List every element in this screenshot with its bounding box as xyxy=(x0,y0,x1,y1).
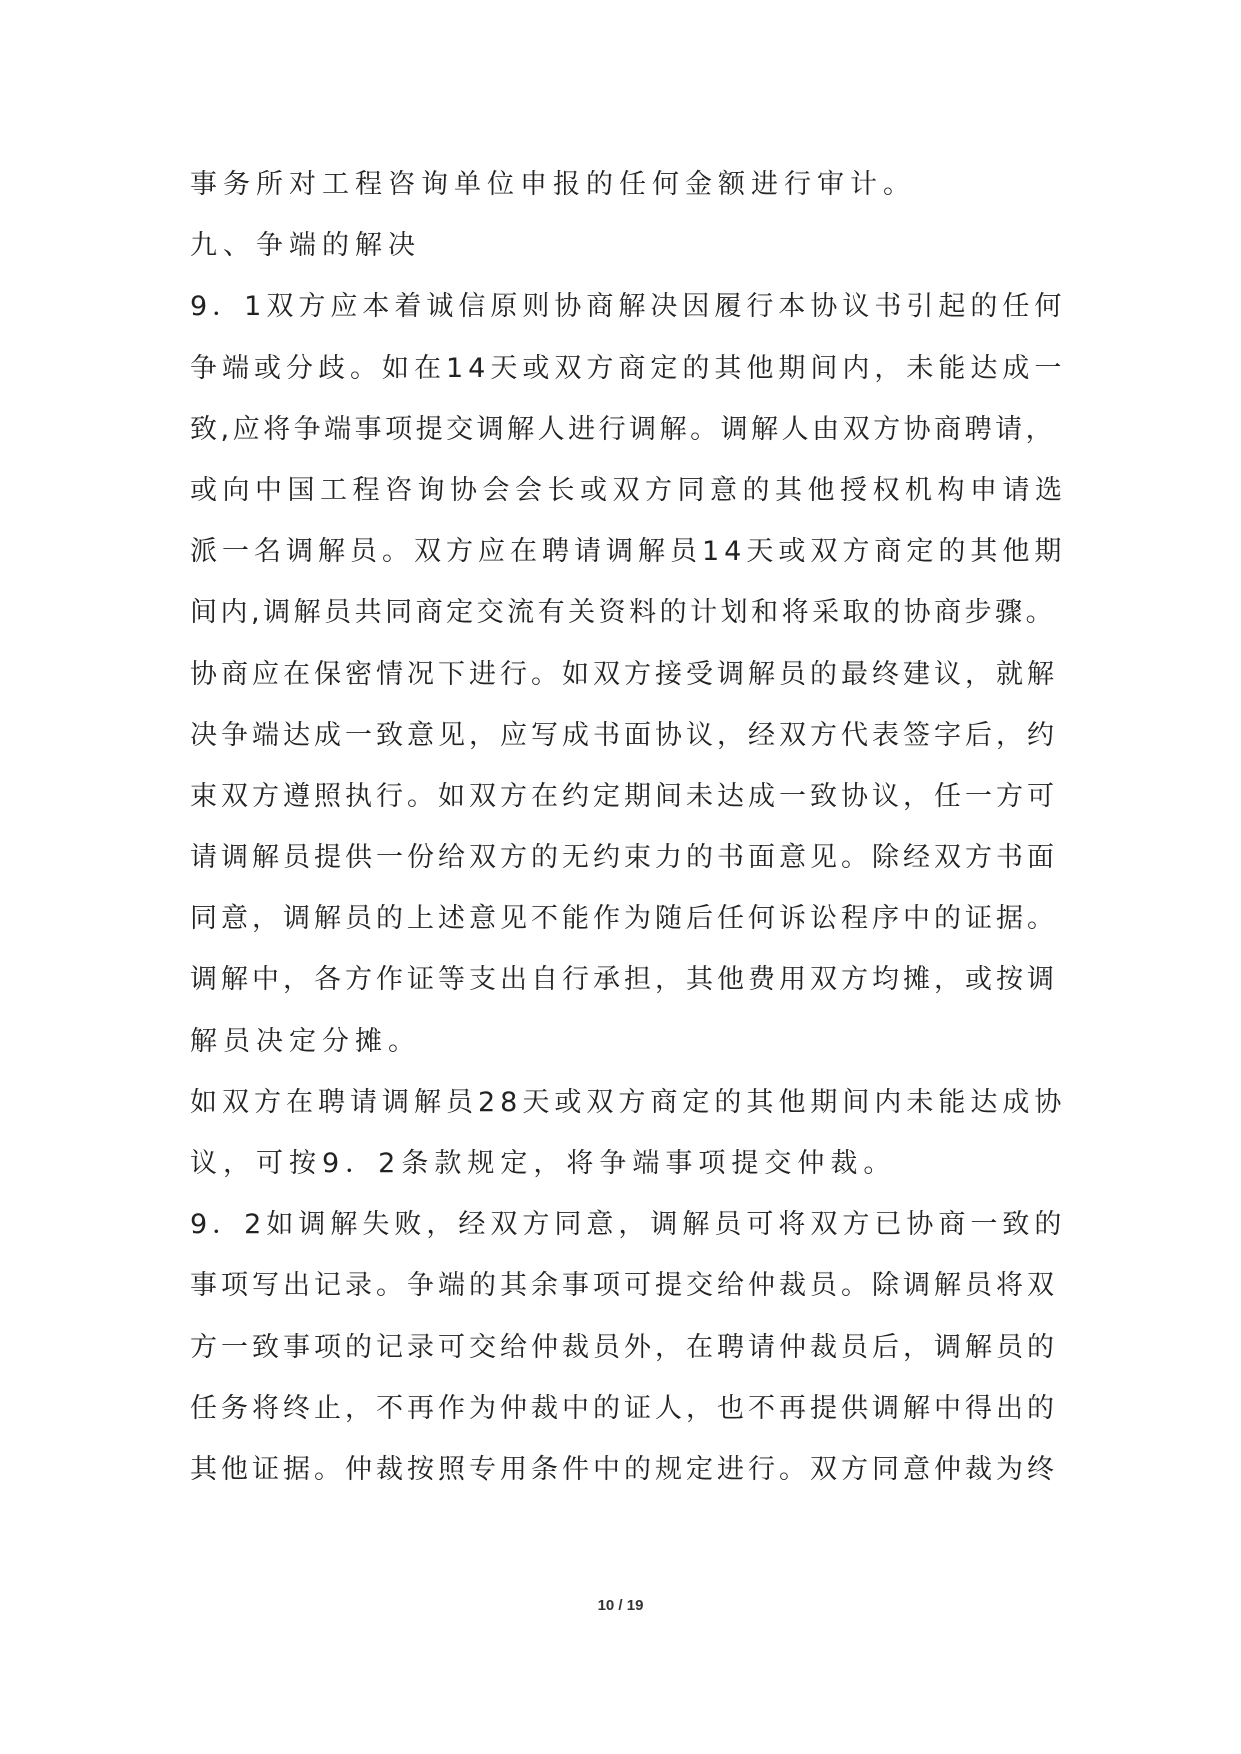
text-line: 9．1双方应本着诚信原则协商解决因履行本协议书引起的任何 xyxy=(190,291,1067,323)
text-line: 束双方遵照执行。如双方在约定期间未达成一致协议，任一方可 xyxy=(190,780,1058,812)
text-line: 调解中，各方作证等支出自行承担，其他费用双方均摊，或按调 xyxy=(190,964,1058,996)
text-line: 致,应将争端事项提交调解人进行调解。调解人由双方协商聘请， xyxy=(190,413,1057,445)
text-line: 同意，调解员的上述意见不能作为随后任何诉讼程序中的证据。 xyxy=(190,903,1058,935)
text-line: 间内,调解员共同商定交流有关资料的计划和将采取的协商步骤。 xyxy=(190,597,1057,629)
text-line: 事项写出记录。争端的其余事项可提交给仲裁员。除调解员将双 xyxy=(190,1270,1058,1302)
text-line: 如双方在聘请调解员28天或双方商定的其他期间内未能达成协 xyxy=(190,1086,1067,1118)
text-line: 决争端达成一致意见，应写成书面协议，经双方代表签字后，约 xyxy=(190,719,1058,751)
text-line: 事务所对工程咨询单位申报的任何金额进行审计。 xyxy=(190,169,916,200)
text-line: 协商应在保密情况下进行。如双方接受调解员的最终建议，就解 xyxy=(190,658,1058,690)
page-number: 10 / 19 xyxy=(597,1597,644,1614)
text-line: 或向中国工程咨询协会会长或双方同意的其他授权机构申请选 xyxy=(190,474,1068,506)
document-body xyxy=(190,154,1070,1500)
text-line: 派一名调解员。双方应在聘请调解员14天或双方商定的其他期 xyxy=(190,536,1067,568)
text-line: 争端或分歧。如在14天或双方商定的其他期间内，未能达成一 xyxy=(190,352,1067,384)
text-line: 请调解员提供一份给双方的无约束力的书面意见。除经双方书面 xyxy=(190,842,1058,874)
text-line: 议，可按9．2条款规定，将争端事项提交仲裁。 xyxy=(190,1148,897,1179)
section-heading: 九、争端的解决 xyxy=(190,230,421,262)
text-line: 其他证据。仲裁按照专用条件中的规定进行。双方同意仲裁为终 xyxy=(190,1453,1058,1485)
text-line: 9．2如调解失败，经双方同意，调解员可将双方已协商一致的 xyxy=(190,1209,1067,1241)
text-line: 任务将终止，不再作为仲裁中的证人，也不再提供调解中得出的 xyxy=(190,1392,1058,1424)
text-line: 解员决定分摊。 xyxy=(190,1025,421,1057)
text-line: 方一致事项的记录可交给仲裁员外，在聘请仲裁员后，调解员的 xyxy=(190,1331,1058,1363)
